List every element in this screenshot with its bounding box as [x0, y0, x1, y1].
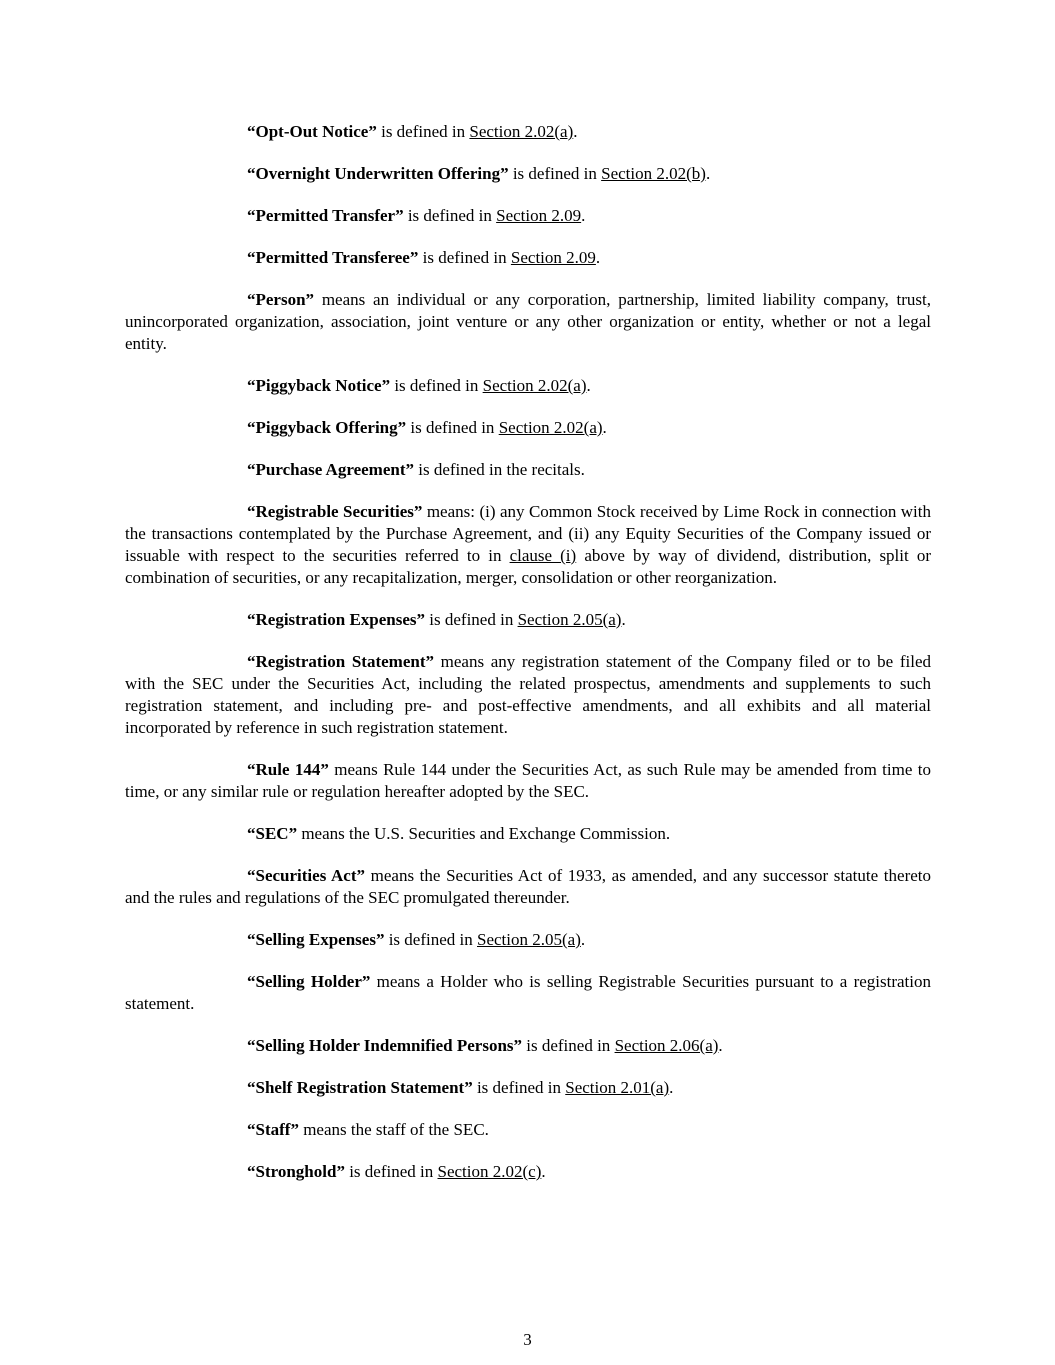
section-reference: Section 2.09 [496, 206, 582, 225]
defined-term: “Securities Act” [247, 866, 365, 885]
paragraph [125, 971, 931, 1015]
paragraph [125, 1161, 931, 1183]
paragraph [125, 759, 931, 803]
text-run: means the Securities Act of 1933, as amended, and any successor statute thereto and the rules and regulations of the SEC promulgated thereunder. [125, 866, 932, 907]
text-run: means any registration statement of the Company filed or to be filed with the SEC under the Securities Act, including the related prospectus, amendments and supplements to such registration statement, and including pre- and post-effective amendments, and all exhibits and all material incorporated by reference in such registration statement. [125, 652, 931, 737]
defined-term: “Registrable Securities” [247, 502, 423, 521]
text-run: means Rule 144 under the Securities Act, as such Rule may be amended from time to time, or any similar rule or regulation hereafter adopted by the SEC. [125, 760, 932, 801]
section-reference: Section 2.01(a) [565, 1078, 670, 1097]
text-run: is defined in [522, 1036, 615, 1055]
defined-term: “Purchase Agreement” [247, 460, 414, 479]
paragraph [125, 121, 931, 143]
section-reference: Section 2.05(a) [477, 930, 581, 949]
text-run: is defined in [376, 122, 470, 141]
paragraph [125, 459, 931, 481]
section-reference: Section 2.02(c) [437, 1162, 542, 1181]
defined-term: “Person” [247, 290, 315, 309]
defined-term: “Registration Expenses” [247, 610, 426, 629]
defined-term: “Permitted Transfer” [247, 206, 404, 225]
text-run: is defined in [390, 376, 483, 395]
section-reference: Section 2.09 [510, 248, 596, 267]
text-run: . [580, 930, 586, 949]
text-run: . [581, 206, 586, 225]
defined-term: “Overnight Underwritten Offering” [247, 164, 509, 183]
text-run: . [621, 610, 626, 629]
section-reference: clause (i) [509, 546, 577, 565]
defined-term: “Permitted Transferee” [247, 248, 419, 267]
text-run: above by way of dividend, distribution, split or combination of securities, or any recapitalization, merger, consolidation or other reorganization. [125, 546, 932, 587]
text-run: means an individual or any corporation, partnership, limited liability company, trust, unincorporated organization, association, joint venture or any other organization or entity, whether or not a legal entity. [125, 290, 931, 353]
defined-term: “Rule 144” [247, 760, 329, 779]
section-reference: Section 2.02(a) [469, 122, 574, 141]
defined-term: “Registration Statement” [247, 652, 434, 671]
text-run: . [705, 164, 711, 183]
text-run: is defined in [425, 610, 518, 629]
defined-term: “Opt-Out Notice” [247, 122, 377, 141]
page-number: 3 [523, 1330, 532, 1349]
text-run: . [595, 248, 601, 267]
text-run: is defined in the recitals. [413, 460, 585, 479]
paragraph [125, 865, 931, 909]
text-run: means a Holder who is selling Registrable Securities pursuant to a registration statement. [125, 972, 931, 1013]
defined-term: “Staff” [247, 1120, 299, 1139]
section-reference: Section 2.02(a) [482, 376, 587, 395]
text-run: is defined in [403, 206, 497, 225]
section-reference: Section 2.02(b) [601, 164, 706, 183]
text-run: means: (i) any Common Stock received by Lime Rock in connection with the transactions contemplated by the Purchase Agreement, and (ii) any Equity Securities of the Company issued or issuable with respect to the securities referred to in [125, 502, 932, 565]
text-run: is defined in [384, 930, 477, 949]
text-run: means the U.S. Securities and Exchange Commission. [297, 824, 671, 843]
text-run: . [573, 122, 578, 141]
paragraph [125, 417, 931, 439]
paragraph [125, 1035, 931, 1057]
section-reference: Section 2.02(a) [498, 418, 603, 437]
paragraph [125, 1119, 931, 1141]
text-run: is defined in [406, 418, 499, 437]
text-run: means the staff of the SEC. [298, 1120, 489, 1139]
paragraph [125, 247, 931, 269]
defined-term: “Shelf Registration Statement” [247, 1078, 473, 1097]
paragraph [125, 289, 931, 355]
section-reference: Section 2.06(a) [614, 1036, 719, 1055]
paragraph [125, 929, 931, 951]
defined-term: “Stronghold” [247, 1162, 345, 1181]
text-run: . [669, 1078, 674, 1097]
text-run: is defined in [418, 248, 511, 267]
paragraph [125, 823, 931, 845]
paragraph [125, 1077, 931, 1099]
text-run: . [586, 376, 591, 395]
paragraph [125, 609, 931, 631]
text-run: is defined in [344, 1162, 438, 1181]
text-run: . [541, 1162, 546, 1181]
defined-term: “SEC” [247, 824, 298, 843]
document-body [125, 121, 931, 1203]
text-run: . [602, 418, 607, 437]
defined-term: “Selling Holder” [247, 972, 371, 991]
defined-term: “Piggyback Offering” [247, 418, 407, 437]
paragraph [125, 651, 931, 739]
defined-term: “Piggyback Notice” [247, 376, 391, 395]
defined-term: “Selling Holder Indemnified Persons” [247, 1036, 523, 1055]
paragraph [125, 205, 931, 227]
paragraph [125, 501, 931, 589]
text-run: is defined in [472, 1078, 566, 1097]
section-reference: Section 2.05(a) [517, 610, 622, 629]
paragraph [125, 375, 931, 397]
text-run: is defined in [508, 164, 602, 183]
paragraph [125, 163, 931, 185]
text-run: . [718, 1036, 723, 1055]
defined-term: “Selling Expenses” [247, 930, 385, 949]
